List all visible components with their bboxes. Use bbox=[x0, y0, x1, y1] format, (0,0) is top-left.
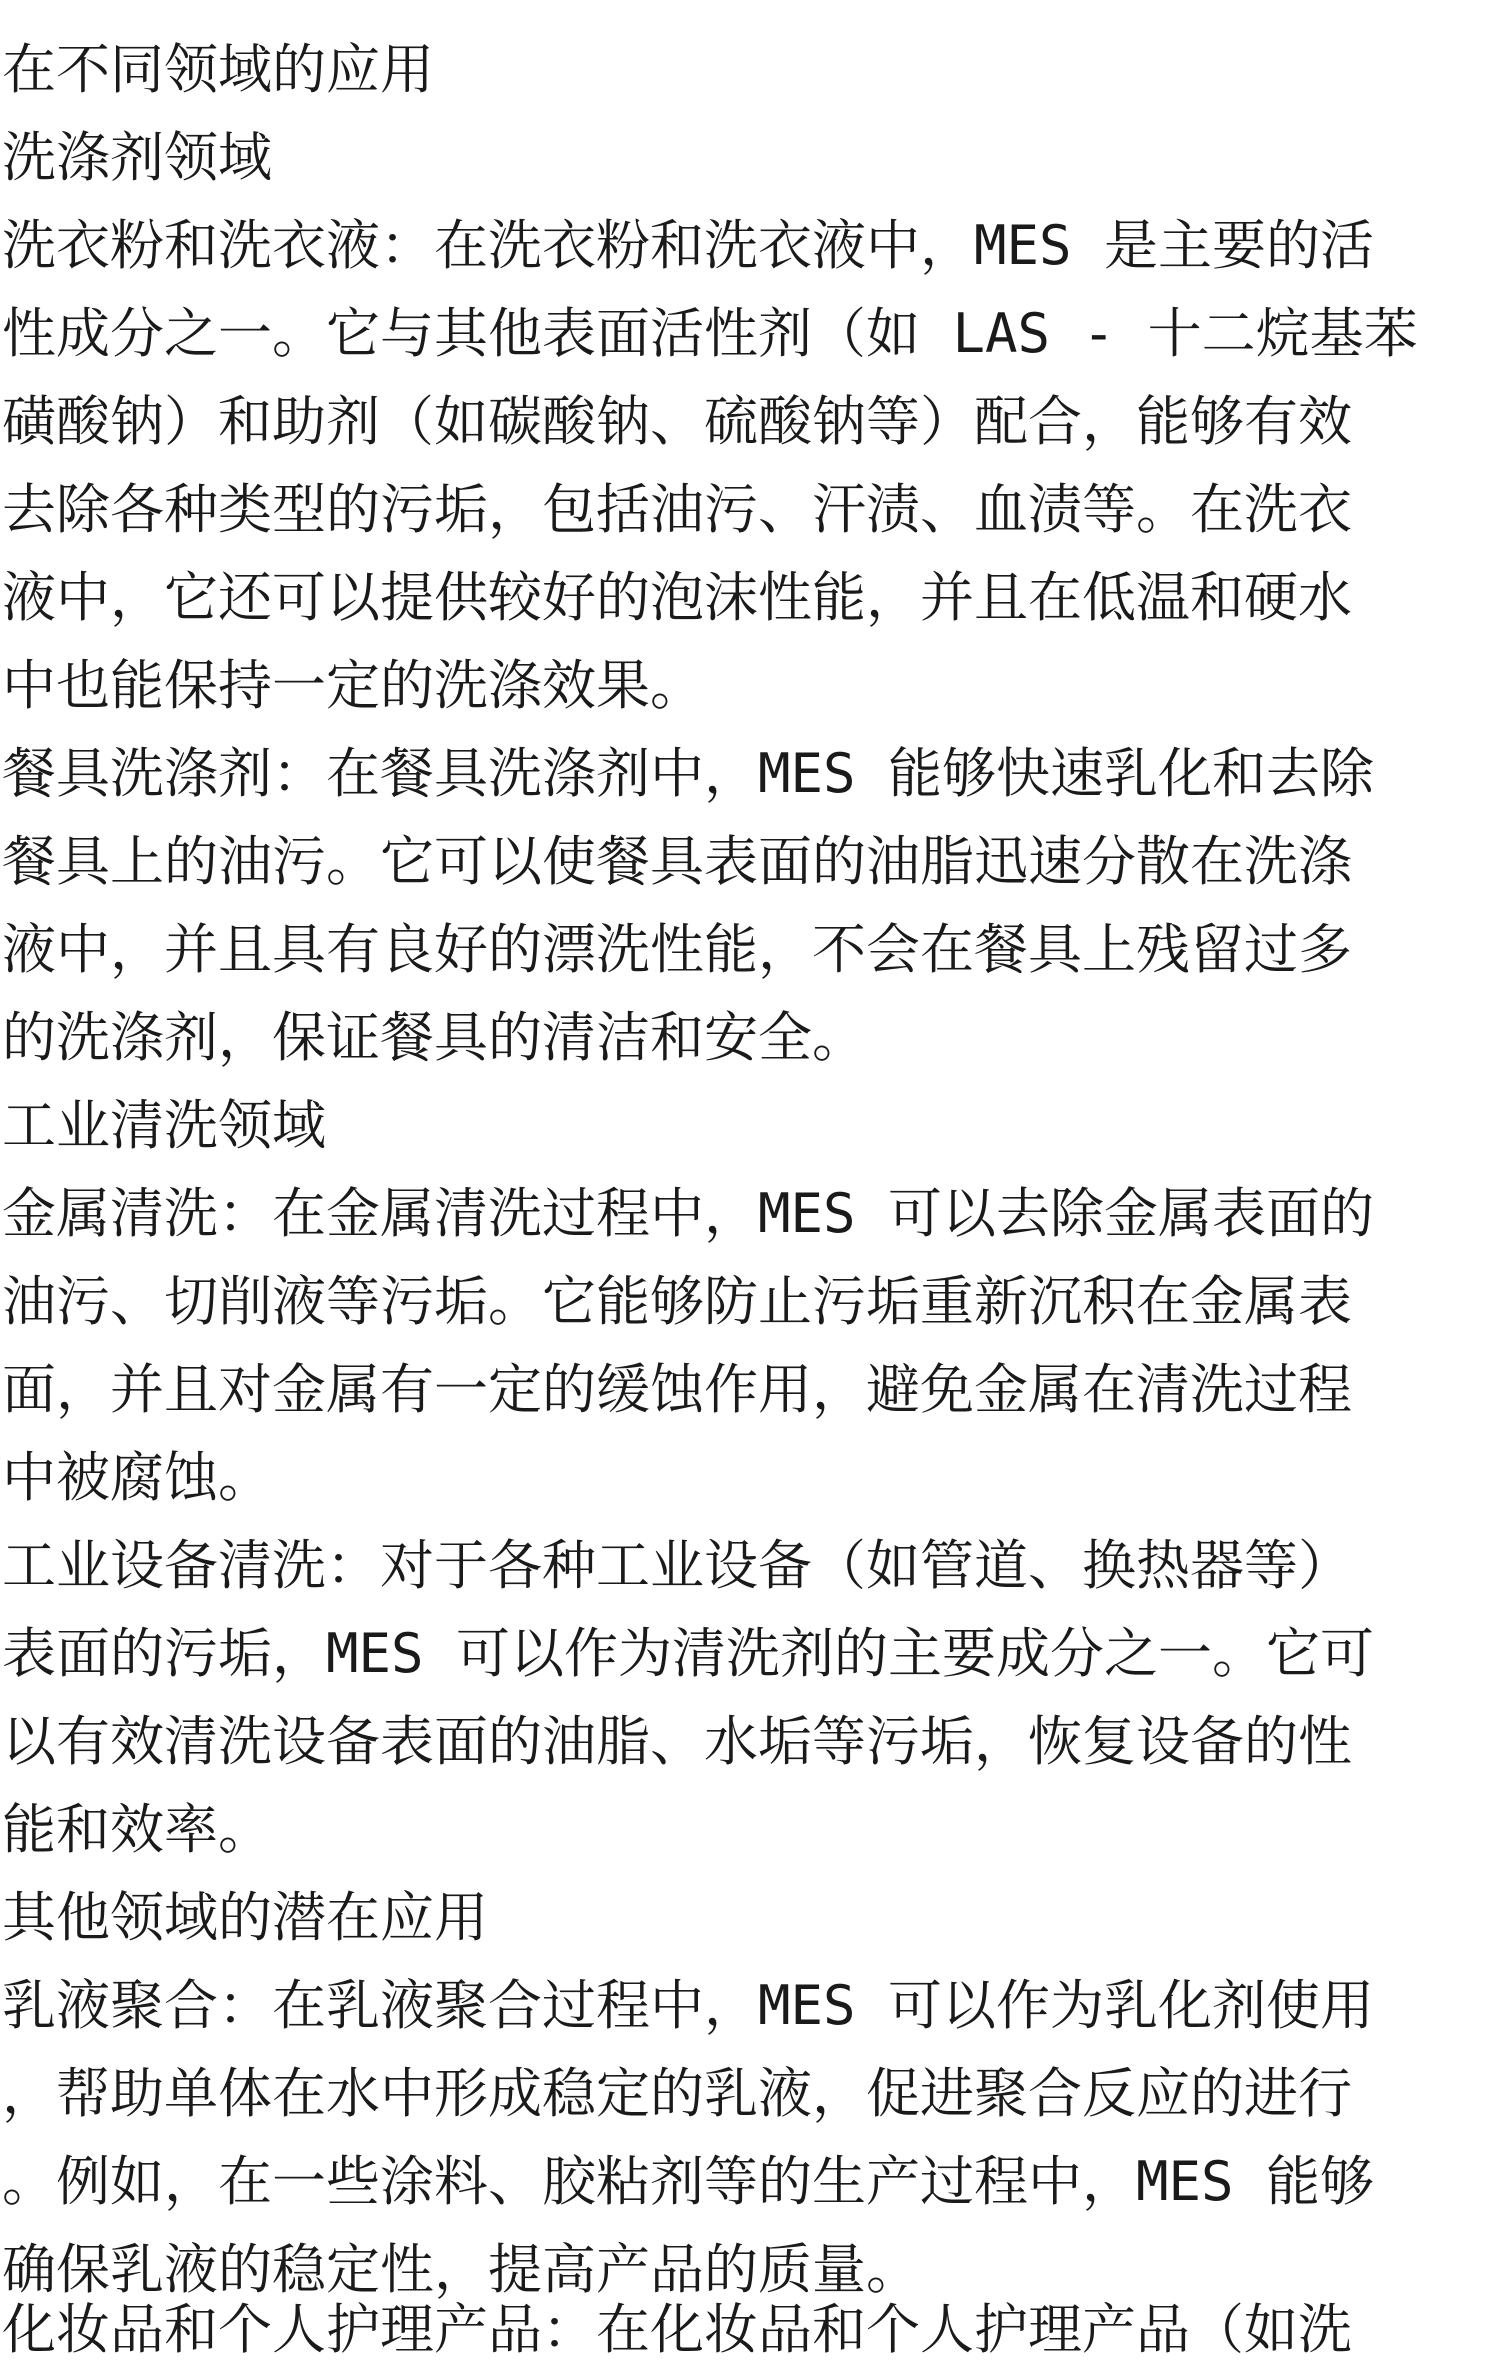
paragraph-line: 去除各种类型的污垢，包括油污、汗渍、血渍等。在洗衣 bbox=[2, 478, 1352, 541]
paragraph-line: 以有效清洗设备表面的油脂、水垢等污垢，恢复设备的性 bbox=[2, 1710, 1352, 1773]
paragraph-line: 能和效率。 bbox=[2, 1798, 272, 1861]
paragraph-line: 磺酸钠）和助剂（如碳酸钠、硫酸钠等）配合，能够有效 bbox=[2, 390, 1352, 453]
paragraph-line: 餐具洗涤剂：在餐具洗涤剂中，MES 能够快速乳化和去除 bbox=[2, 742, 1375, 805]
paragraph-line: 油污、切削液等污垢。它能够防止污垢重新沉积在金属表 bbox=[2, 1270, 1352, 1333]
paragraph-line: 表面的污垢，MES 可以作为清洗剂的主要成分之一。它可 bbox=[2, 1622, 1375, 1685]
paragraph-line: 确保乳液的稳定性，提高产品的质量。 bbox=[2, 2238, 920, 2301]
subsection-heading: 洗涤剂领域 bbox=[2, 126, 272, 189]
paragraph-line: 面，并且对金属有一定的缓蚀作用，避免金属在清洗过程 bbox=[2, 1358, 1352, 1421]
subsection-heading: 工业清洗领域 bbox=[2, 1094, 326, 1157]
paragraph-line: 乳液聚合：在乳液聚合过程中，MES 可以作为乳化剂使用 bbox=[2, 1974, 1375, 2037]
paragraph-line: 中被腐蚀。 bbox=[2, 1446, 272, 1509]
paragraph-line: ，帮助单体在水中形成稳定的乳液，促进聚合反应的进行 bbox=[2, 2062, 1352, 2125]
paragraph-line-cut-off: 化妆品和个人护理产品：在化妆品和个人护理产品（如洗 bbox=[2, 2298, 1352, 2361]
paragraph-line: 餐具上的油污。它可以使餐具表面的油脂迅速分散在洗涤 bbox=[2, 830, 1352, 893]
paragraph-line: 金属清洗：在金属清洗过程中，MES 可以去除金属表面的 bbox=[2, 1182, 1375, 1245]
paragraph-line: 洗衣粉和洗衣液：在洗衣粉和洗衣液中，MES 是主要的活 bbox=[2, 214, 1375, 277]
subsection-heading: 其他领域的潜在应用 bbox=[2, 1886, 488, 1949]
paragraph-line: 的洗涤剂，保证餐具的清洁和安全。 bbox=[2, 1006, 866, 1069]
paragraph-line: 液中，并且具有良好的漂洗性能，不会在餐具上残留过多 bbox=[2, 918, 1352, 981]
section-heading: 在不同领域的应用 bbox=[2, 38, 434, 101]
paragraph-line: 中也能保持一定的洗涤效果。 bbox=[2, 654, 704, 717]
paragraph-line: 工业设备清洗：对于各种工业设备（如管道、换热器等） bbox=[2, 1534, 1352, 1597]
paragraph-line: 性成分之一。它与其他表面活性剂（如 LAS - 十二烷基苯 bbox=[2, 302, 1418, 365]
paragraph-line: 。例如，在一些涂料、胶粘剂等的生产过程中，MES 能够 bbox=[2, 2150, 1375, 2213]
paragraph-line: 液中，它还可以提供较好的泡沫性能，并且在低温和硬水 bbox=[2, 566, 1352, 629]
